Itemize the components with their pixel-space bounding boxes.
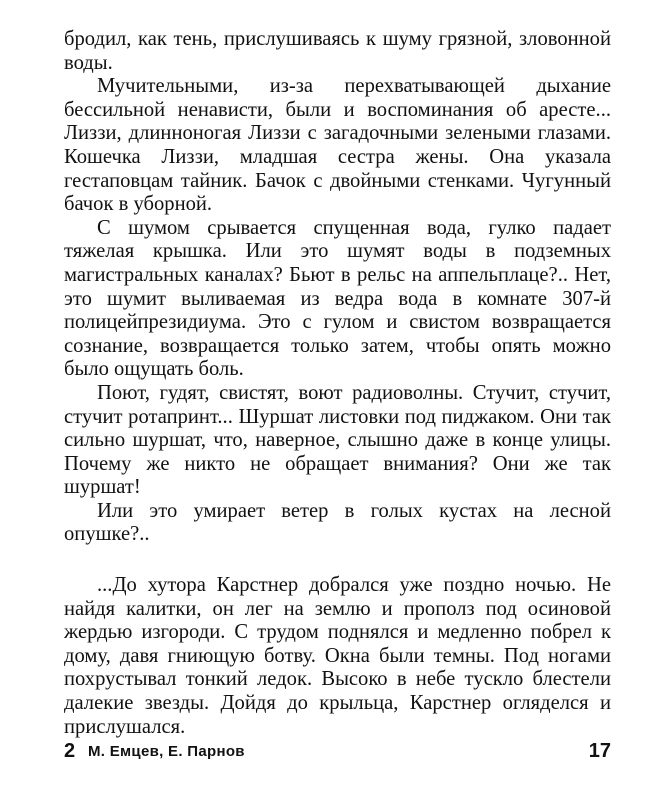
paragraph-lizzy: Мучительными, из-за перехватывающей дыхание бессильной ненависти, были и воспоминания об аресте... Лиззи, длинноногая Лиззи с загадочными зелеными глазами. Кошечка Лиззи, младшая сестра жены. Она указала гестаповцам тайник. Бачок с двойными стенками. Чугунный бачок в уборной. [64,75,611,216]
page-number: 17 [588,740,611,762]
paragraph-continued: бродил, как тень, прислушиваясь к шуму грязной, зловонной воды. [64,28,611,74]
section-break [64,547,611,574]
page-footer [64,740,611,764]
signature-mark: 2 [64,740,76,762]
paragraph-wind: Или это умирает ветер в голых кустах на лесной опушке?.. [64,499,611,546]
paragraph-radiowaves: Поют, гудят, свистят, воют радиоволны. Стучит, стучит, стучит ротапринт... Шуршат листовки под пиджаком. Они так сильно шуршат, что, наверное, слышно даже в конце улицы. Почему же никто не обращает внимания? Они же так шуршат! [64,381,611,499]
page-body [64,28,611,739]
paragraph-farm: ...До хутора Карстнер добрался уже поздно ночью. Не найдя калитки, он лег на землю и прополз под осиновой жердью изгороди. С трудом поднялся и медленно побрел к дому, давя гниющую ботву. Окна были темны. Под ногами похрустывал тонкий ледок. Высоко в небе тускло блестели далекие звезды. Дойдя до крыльца, Карстнер огляделся и прислушался. [64,574,611,738]
footer-authors: М. Емцев, Е. Парнов [88,743,245,760]
paragraph-water-noise: С шумом срывается спущенная вода, гулко падает тяжелая крышка. Или это шумят воды в подземных магистральных каналах? Бьют в рельс на аппельплаце?.. Нет, это шумит выливаемая из ведра вода в комнате 307-й полицейпрезидиума. Это с гулом и свистом возвращается сознание, возвращается только затем, чтобы опять можно было ощущать боль. [64,216,611,381]
